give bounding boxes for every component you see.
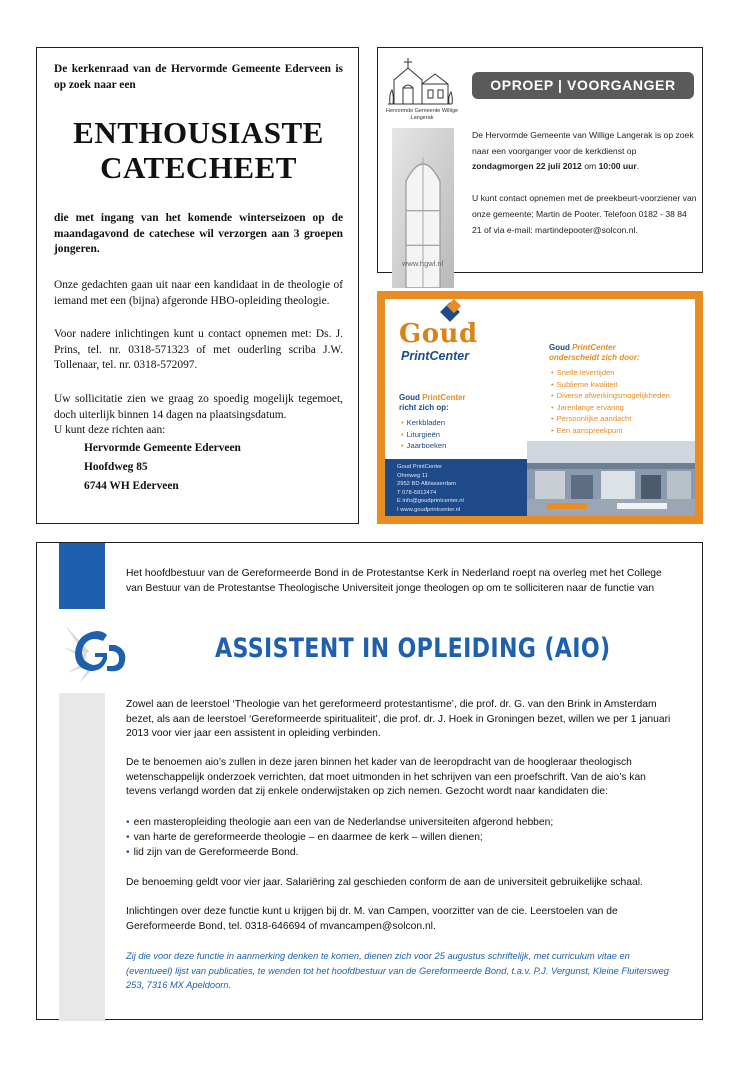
ad-printcenter xyxy=(377,291,703,524)
list-item: • Jaarboeken xyxy=(401,441,447,450)
oproep-banner: OPROEP | VOORGANGER xyxy=(472,72,694,99)
list-item: • Diverse afwerkingsmogelijkheden xyxy=(551,391,670,400)
website-label: www.hgwl.nl xyxy=(402,259,444,268)
ad-voorganger xyxy=(377,47,703,273)
logo-caption: Hervormde Gemeente Willige Langerak xyxy=(385,108,459,121)
ad-intro: De kerkenraad van de Hervormde Gemeente Ederveen is op zoek naar een xyxy=(54,63,343,91)
aio-paragraph: Inlichtingen over deze functie kunt u krijgen bij dr. M. van Campen, voorzitter van de cie. Leerstoelen van de Gereformeerde Bond, tel. 0318-646694 of mvancampen@solcon.nl. xyxy=(126,906,618,932)
aio-paragraph: Zowel aan de leerstoel ‘Theologie van het gereformeerd protestantisme’, die prof. dr. G. van den Brink in Amsterdam bezet, als aan de leerstoel ‘Gereformeerde spiritualiteit’, die prof. dr. J. Hoek in Groningen bezet, willen we per 1 januari 2013 voor vier jaar een assistent in opleiding verbinden. xyxy=(126,699,671,740)
address-line: 6744 WH Ederveen xyxy=(84,479,179,492)
focus-list xyxy=(401,417,446,452)
church-logo-icon xyxy=(386,54,454,106)
aio-application-note: Zij die voor deze functie in aanmerking denken te komen, dienen zich voor 25 augustus schriftelijk, met curriculum vitae en (eventueel) lijst van publicaties, te wenden tot het hoofdbestuur van de Gereformeerde Bond, t.a.v. P.J. Vergunst, Kleine Fluitersweg 253, 7316 MX Apeldoorn. xyxy=(126,951,669,991)
voorganger-contact: U kunt contact opnemen met de preekbeurt-voorziener van onze gemeente; Martin de Pooter. Telefoon 0182 - 38 84 21 of via e-mail: martindepooter@solcon.nl. xyxy=(472,193,697,235)
address-line: Hervormde Gemeente Ederveen xyxy=(84,441,241,454)
service-time: 10:00 uur xyxy=(598,161,637,172)
usp-list xyxy=(551,367,670,436)
list-item: • Snelle levertijden xyxy=(551,368,615,377)
ad-address xyxy=(84,439,343,496)
aio-title: ASSISTENT IN OPLEIDING (AIO) xyxy=(215,633,611,664)
list-item: • Sublieme kwaliteit xyxy=(551,379,618,389)
list-item: • een masteropleiding theologie aan een van de Nederlandse universiteiten afgerond hebben; xyxy=(126,817,554,828)
list-item: • Liturgieën xyxy=(401,429,441,439)
list-item: • Kerkbladen xyxy=(401,418,446,427)
printcenter-contact: Goud PrintCenter Ohmweg 11 2952 BD Alblasserdam T 078-6912474 E info@goudprintcenter.nl I www.goudprintcenter.nl xyxy=(397,464,464,513)
address-line: Hoofdweg 85 xyxy=(84,460,148,473)
voorganger-paragraph: De Hervormde Gemeente van Willige Langerak is op zoek naar een voorganger voor de kerkdienst op zondagmorgen 22 juli 2012 om 10:00 uur. xyxy=(472,130,694,172)
ad-aio xyxy=(36,542,703,1020)
decor-strip-blue xyxy=(59,543,105,609)
aio-paragraph: De benoeming geldt voor vier jaar. Salariëring zal geschieden conform de aan de universiteit gebruikelijke schaal. xyxy=(126,877,643,888)
usp-heading: Goud PrintCenter onderscheidt zich door: xyxy=(549,343,640,362)
gb-logo-icon xyxy=(59,621,129,687)
decor-strip-grey xyxy=(59,693,105,1021)
aio-requirements-list xyxy=(126,815,553,861)
list-item: • Eén aanspreekpunt xyxy=(551,425,623,435)
ad-paragraph: Voor nadere inlichtingen kunt u contact opnemen met: Ds. J. Prins, tel. nr. 0318-571323 of met ouderling scriba J.W. Tollenaar, tel. nr. 0318-572097. xyxy=(54,328,343,372)
printcenter-panel xyxy=(385,299,695,459)
list-item: • Jarenlange ervaring xyxy=(551,402,624,412)
ad-catecheet xyxy=(36,47,359,524)
ad-paragraph: U kunt deze richten aan: xyxy=(54,424,166,437)
aio-paragraph: De te benoemen aio’s zullen in deze jaren binnen het kader van de leeropdracht van de hoogleraar theologisch wetenschappelijk onderzoek verrichten, dat moet uitmonden in het schrijven van een proefschrift. Van de aio’s kan tevens verlangd worden dat zij enkele onderwijstaken op zich nemen. Gezocht wordt naar kandidaten die: xyxy=(126,757,646,798)
service-date: zondagmorgen 22 juli 2012 xyxy=(472,161,582,172)
ad-paragraph: Onze gedachten gaan uit naar een kandidaat in de theologie of iemand met een (bijna) afgeronde HBO-opleiding theologie. xyxy=(54,278,343,307)
print-shop-photo xyxy=(527,441,695,516)
list-item: • van harte de gereformeerde theologie – en daarmee de kerk – willen dienen; xyxy=(126,832,483,844)
ad-paragraph: Uw sollicitatie zien we graag zo spoedig mogelijk tegemoet, doch uiterlijk binnen 14 dagen na plaatsingsdatum. xyxy=(54,392,343,421)
list-item: • lid zijn van de Gereformeerde Bond. xyxy=(126,847,299,859)
list-item: • Persoonlijke aandacht xyxy=(551,414,632,423)
brand-printcenter: PrintCenter xyxy=(401,349,470,363)
focus-heading: Goud PrintCenter richt zich op: xyxy=(399,393,466,412)
brand-goud: Goud xyxy=(399,319,478,349)
aio-intro: Het hoofdbestuur van de Gereformeerde Bond in de Protestantse Kerk in Nederland roept na overleg met het College van Bestuur van de Protestantse Theologische Universiteit jonge theologen op om te solliciteren naar de functie van xyxy=(126,568,662,594)
ad-headline: ENTHOUSIASTE CATECHEET xyxy=(73,115,324,186)
voorganger-text xyxy=(472,128,697,254)
ad-lead: die met ingang van het komende winterseizoen op de maandagavond de catechese wil verzorgen aan 3 groepen jongeren. xyxy=(54,212,343,256)
